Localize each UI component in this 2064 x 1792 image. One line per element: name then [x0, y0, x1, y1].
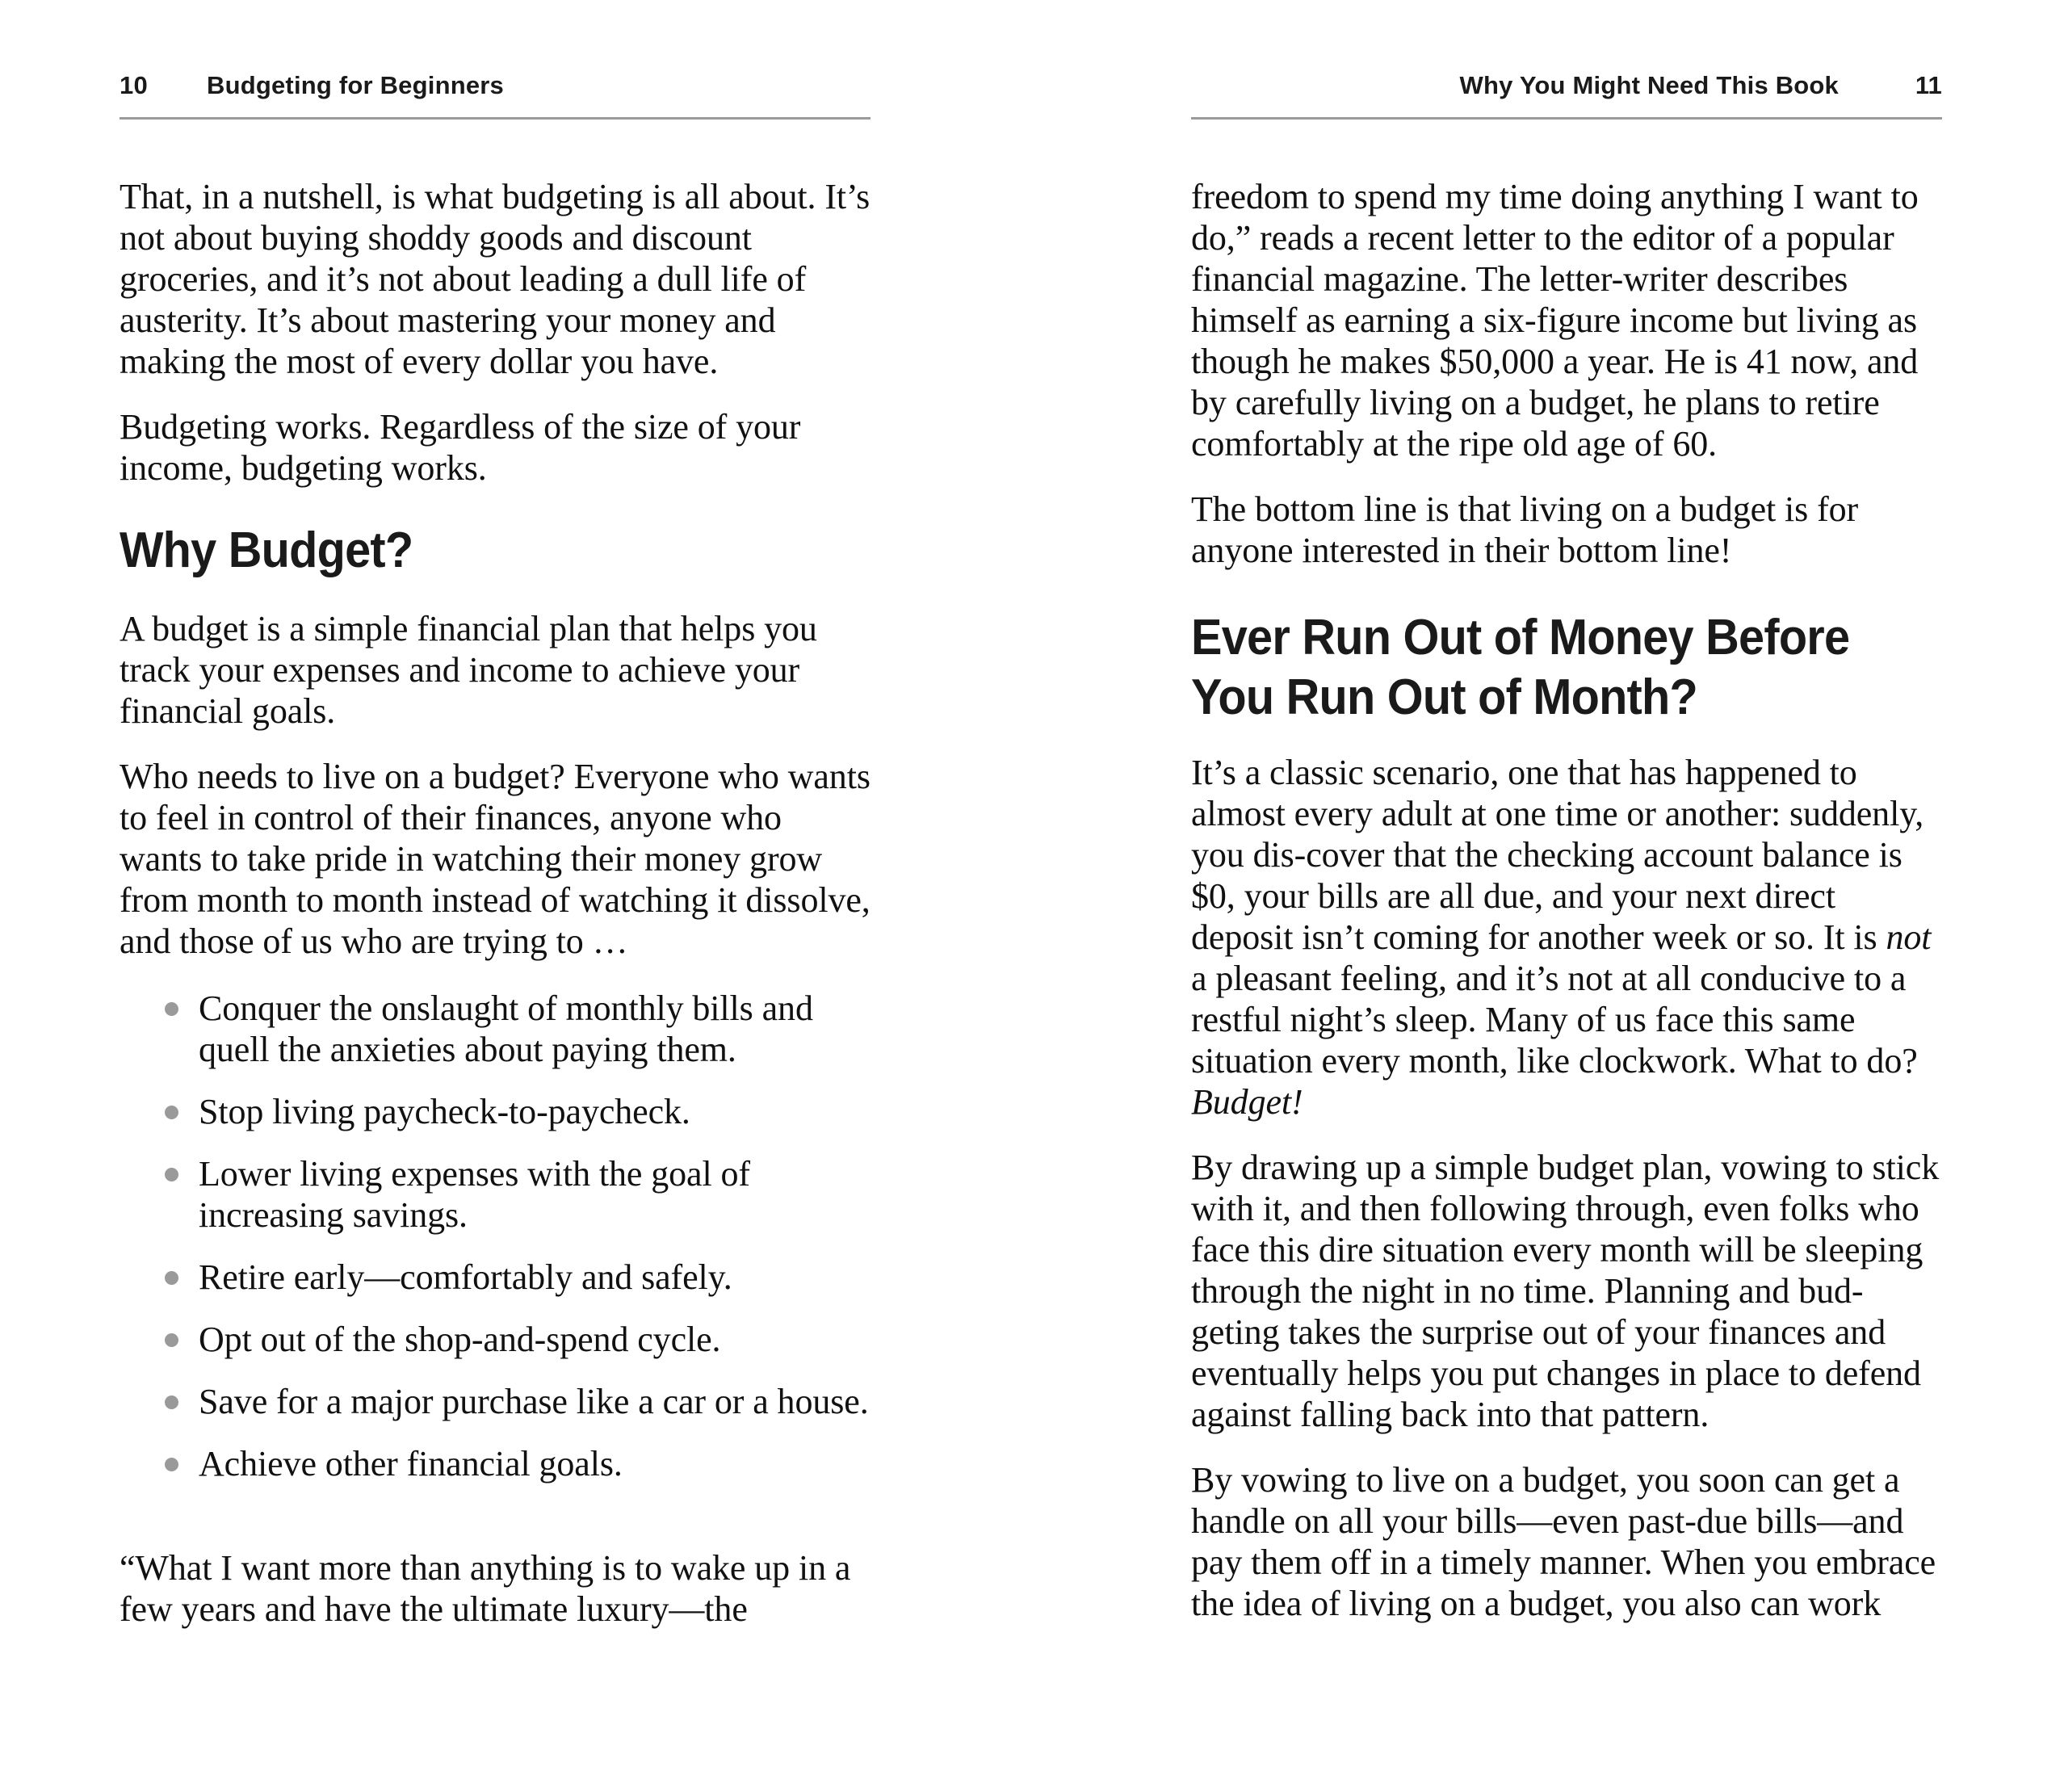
- page-number-right: 11: [1915, 71, 1942, 99]
- paragraph-left-5-quote: “What I want more than anything is to wake up in a few years and have the ultimate luxury—the: [120, 1548, 851, 1629]
- paragraph-left-3: A budget is a simple financial plan that helps you track your expenses and income to achieve your financial goals.: [120, 609, 817, 731]
- paragraph-left-1: That, in a nutshell, is what budgeting is all about. It’s not about buying shoddy goods and discount groceries, and it’s not about leading a dull life of austerity. It’s about mastering your money and making the most of every dollar you have.: [120, 177, 870, 381]
- list-item-label: Save for a major purchase like a car or a house.: [199, 1382, 869, 1421]
- list-item: [165, 1381, 870, 1422]
- emphasis-not: not: [1886, 917, 1932, 957]
- paragraph-left-4: Who needs to live on a budget? Everyone who wants to feel in control of their finances, anyone who wants to take pride in watching their money grow from month to month instead of watching it dissolve, and those of us who are trying to …: [120, 757, 870, 961]
- bullet-dot-icon: [165, 1271, 178, 1285]
- list-item: [165, 1153, 870, 1236]
- bullet-dot-icon: [165, 1168, 178, 1181]
- bullet-dot-icon: [165, 1002, 178, 1016]
- list-item: [165, 1443, 870, 1484]
- list-item-label: Stop living paycheck-to-paycheck.: [199, 1092, 690, 1131]
- paragraph-right-2: The bottom line is that living on a budget is for anyone interested in their bottom line!: [1191, 489, 1859, 570]
- paragraph-right-3-part-b: a pleasant feeling, and it’s not at all conducive to a restful night’s sleep. Many of us face this same situation every month, like clockwork. What to do?: [1191, 959, 1918, 1081]
- column-left: [120, 176, 870, 1630]
- paragraph-right-5: By vowing to live on a budget, you soon can get a handle on all your bills—even past-due bills—and pay them off in a timely manner. When you embrace the idea of living on a budget, you also can work: [1191, 1460, 1936, 1623]
- benefits-list: [120, 988, 870, 1484]
- bullet-dot-icon: [165, 1395, 178, 1409]
- section-heading-why-budget: Why Budget?: [120, 522, 413, 578]
- list-item-label: Lower living expenses with the goal of increasing savings.: [199, 1154, 750, 1235]
- list-item: [165, 1257, 870, 1298]
- list-item: [165, 988, 870, 1070]
- book-title-left: Budgeting for Beginners: [207, 71, 504, 99]
- bullet-dot-icon: [165, 1458, 178, 1471]
- column-right: [1191, 176, 1942, 1624]
- paragraph-right-1: freedom to spend my time doing anything I want to do,” reads a recent letter to the editor of a popular financial magazine. The letter-writer describes himself as earning a six-figure income but living as though he makes $50,000 a year. He is 41 now, and by carefully living on a budget, he plans to retire comfortably at the ripe old age of 60.: [1191, 177, 1919, 464]
- header-rule-left: [120, 117, 870, 120]
- list-item-label: Retire early—comfortably and safely.: [199, 1257, 732, 1297]
- paragraph-left-2: Budgeting works. Regardless of the size of your income, budgeting works.: [120, 407, 801, 488]
- list-item: [165, 1319, 870, 1360]
- list-item-label: Opt out of the shop-and-spend cycle.: [199, 1320, 721, 1359]
- spacer: [120, 1510, 870, 1547]
- header-rule-right: [1191, 117, 1942, 120]
- section-heading-ever-run-out-of-money: Ever Run Out of Money Before You Run Out of Month?: [1191, 610, 1850, 725]
- paragraph-right-3: [1191, 752, 1942, 1123]
- list-item-label: Achieve other financial goals.: [199, 1444, 623, 1484]
- emphasis-budget: Budget!: [1191, 1082, 1303, 1122]
- bullet-dot-icon: [165, 1333, 178, 1347]
- list-item-label: Conquer the onslaught of monthly bills and quell the anxieties about paying them.: [199, 988, 813, 1069]
- paragraph-right-4: By drawing up a simple budget plan, vowing to stick with it, and then following through, even folks who face this dire situation every month will be sleeping through the night in no time. Planning and bud-geting takes the surprise out of your finances and eventually helps you put changes in place to defend against falling back into that pattern.: [1191, 1148, 1940, 1434]
- bullet-dot-icon: [165, 1106, 178, 1119]
- paragraph-right-3-part-a: It’s a classic scenario, one that has happened to almost every adult at one time or another: suddenly, you dis-cover that the checking account balance is $0, your bills are all due, and your next direct deposit isn’t coming for another week or so. It is: [1191, 753, 1924, 957]
- page-number-left: 10: [120, 71, 148, 99]
- chapter-title-right: Why You Might Need This Book: [1459, 71, 1839, 99]
- list-item: [165, 1091, 870, 1132]
